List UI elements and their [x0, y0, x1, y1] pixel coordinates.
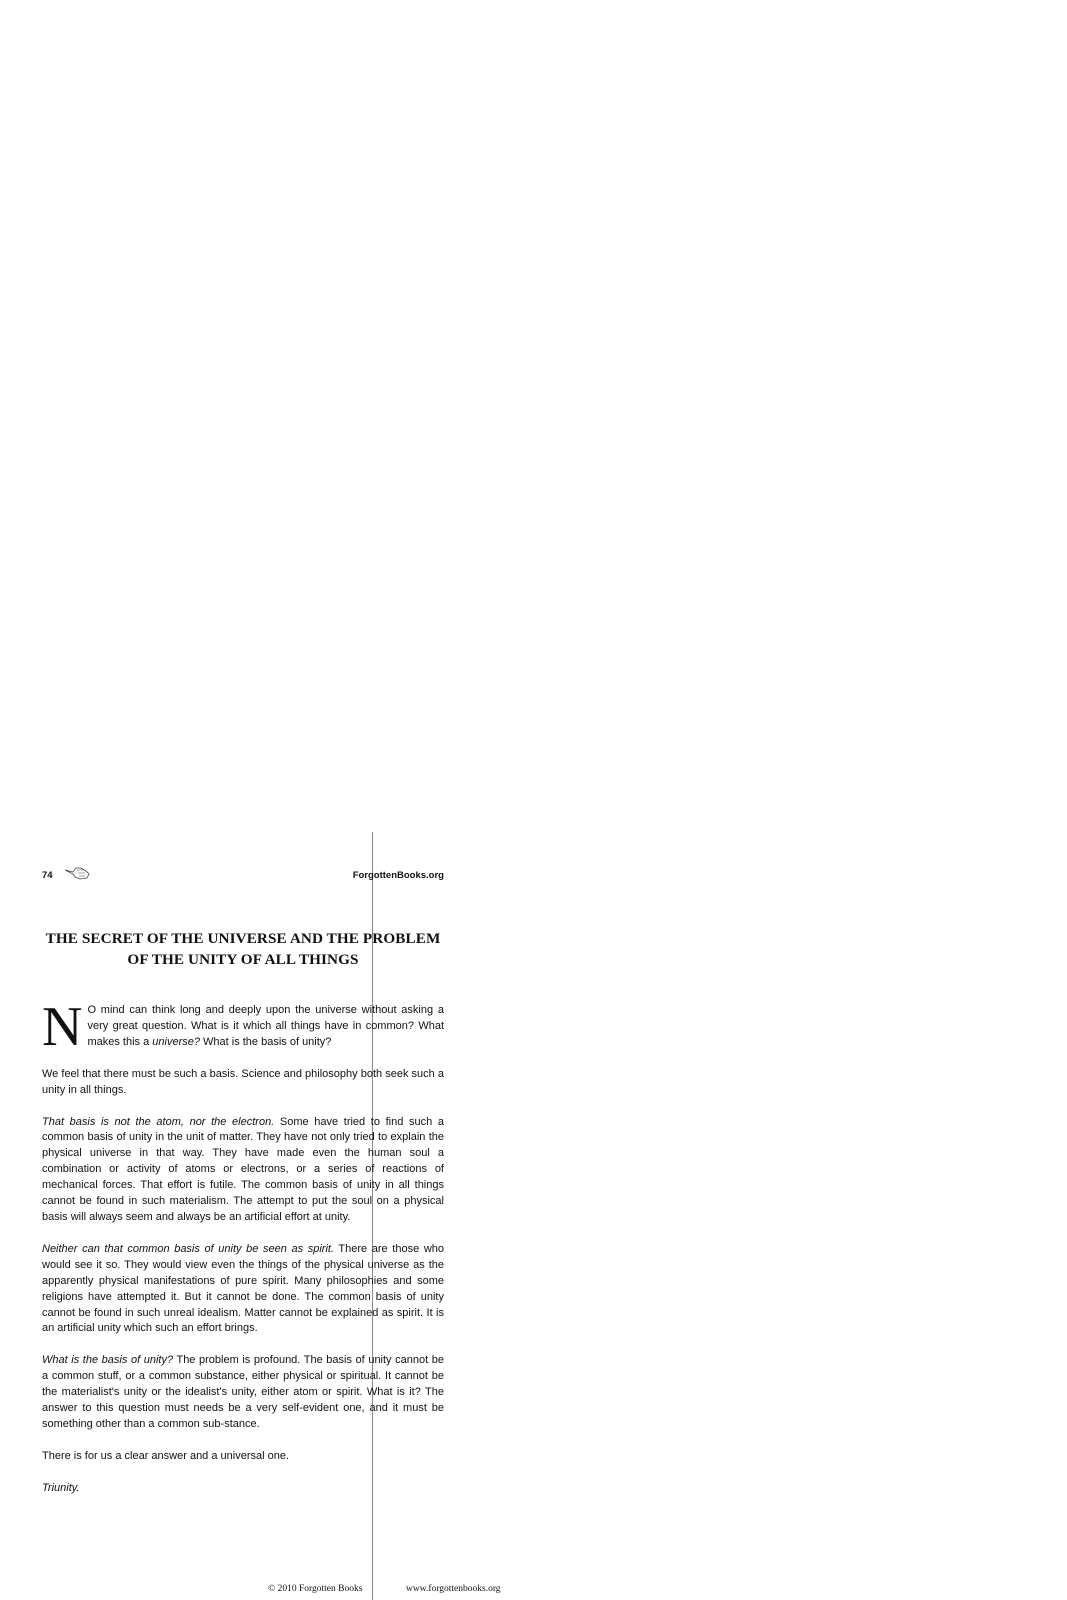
paragraph-4-italic: Neither can that common basis of unity be seen as spirit. — [42, 1242, 334, 1255]
paragraph-4-text: There are those who would see it so. They would view even the things of the physical universe as the apparently physical manifestations of pure spirit. Many philosophies and some religions have attempted it. But it cannot be done. The common basis of unity cannot be found in such unreal idealism. Matter cannot be explained as spirit. It is an artificial unity which such an effort brings. — [42, 1242, 445, 1335]
paragraph-3 — [42, 1115, 444, 1226]
paragraph-3-text: Some have tried to find such a common basis of unity in the unit of matter. They have not only tried to explain the physical universe in that way. They have made even the human soul a combination or activity of atoms or electrons, or a series of reactions of mechanical forces. That effort is futile. The common basis of unity in all things cannot be found in such materialism. The attempt to put the soul on a physical basis will always seem and always be an artificial effort at unity. — [42, 1115, 444, 1223]
paragraph-1-text-b: What is the basis of unity? — [199, 1035, 332, 1048]
paragraph-5-text: The problem is profound. The basis of unity cannot be a common stuff, or a common substance, either physical or spiritual. It cannot be the materialist's unity or the idealist's unity, either atom or spirit. What is it? The answer to this question must needs be a very self-evident one, and it must be something other than a common sub-stance. — [42, 1354, 445, 1430]
running-header — [42, 868, 444, 886]
paragraph-2: We feel that there must be such a basis. Science and philosophy both seek such a unity in all things. — [42, 1067, 444, 1096]
page-number: 74 — [42, 870, 53, 881]
paragraph-7-italic: Triunity. — [42, 1481, 80, 1494]
footer-copyright: © 2010 Forgotten Books — [268, 1584, 363, 1594]
paragraph-4 — [42, 1242, 444, 1337]
paragraph-1-italic: universe? — [152, 1035, 200, 1048]
paragraph-7 — [42, 1481, 444, 1497]
site-name: ForgottenBooks.org — [352, 870, 444, 881]
paragraph-1-text-a: O mind can think long and deeply upon the universe without asking a very great question. What is it which all things have in common? What makes this a — [87, 1004, 444, 1048]
paragraph-5 — [42, 1353, 444, 1433]
pointing-hand-icon — [64, 865, 90, 881]
chapter-title — [42, 928, 444, 970]
footer-url: www.forgottenbooks.org — [406, 1584, 501, 1594]
book-page — [42, 868, 444, 1497]
chapter-title-line-1: THE SECRET OF THE UNIVERSE AND THE PROBLEM — [45, 930, 441, 947]
paragraph-1 — [42, 996, 444, 1058]
chapter-title-line-2: OF THE UNITY OF ALL THINGS — [127, 951, 359, 968]
drop-cap: N — [42, 996, 83, 1058]
paragraph-3-italic: That basis is not the atom, nor the electron. — [42, 1115, 275, 1128]
paragraph-5-italic: What is the basis of unity? — [42, 1354, 174, 1367]
paragraph-6: There is for us a clear answer and a universal one. — [42, 1449, 290, 1462]
